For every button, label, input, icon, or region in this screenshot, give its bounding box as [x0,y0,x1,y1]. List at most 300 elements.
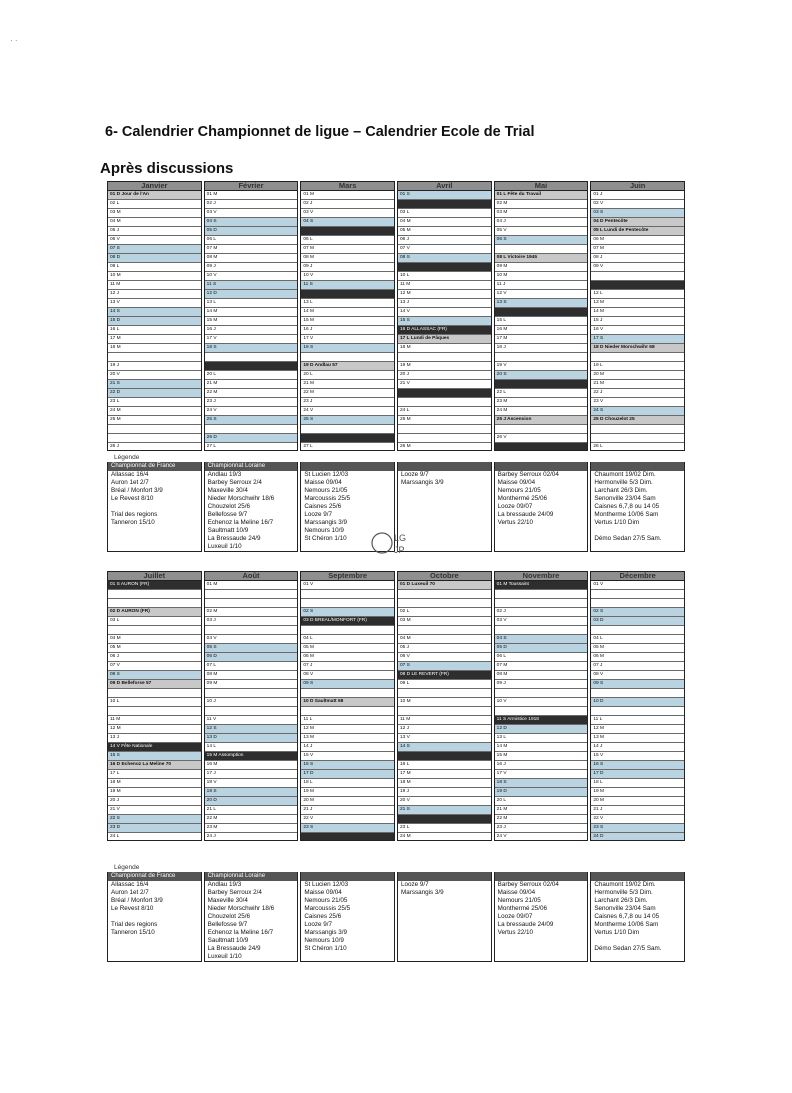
day-row: 26 J [108,443,201,451]
day-row: 12 M [301,725,394,734]
day-row: 21 V [108,806,201,815]
legend-item: Auron 1et 2/7 [111,889,149,896]
day-row: 26 L [591,443,684,451]
month-header: Novembre [495,572,588,581]
day-row: 24 M [495,407,588,416]
day-row: 03 V [301,209,394,218]
day-row: 23 M [495,398,588,407]
legend-item: Monthermé 25/06 [497,495,548,502]
day-row: 10 V [205,272,298,281]
day-row: 12 S [205,725,298,734]
day-row: 15 J [591,317,684,326]
spacer-row [591,272,684,281]
legend-column [397,872,492,962]
day-row: 11 S Armistice 1918 [495,716,588,725]
legend-item: Larchant 26/3 Dim. [594,897,648,904]
day-row: 08 D LE REVERT (FR) [398,671,491,680]
day-row: 06 V [108,236,201,245]
legend-item: Caisnes 25/6 [304,913,342,920]
spacer-row [205,425,298,434]
day-row: 20 M [591,797,684,806]
spacer-row [398,689,491,698]
month-fevrier [204,181,299,451]
day-row: 01 V [591,581,684,590]
day-row: 01 M Toussaint [495,581,588,590]
legend-item: Nemours 21/05 [304,487,348,494]
spacer-row [591,626,684,635]
month-header: Mai [495,182,588,191]
day-row: 08 M [495,671,588,680]
spacer-row [301,689,394,698]
spacer-row [398,599,491,608]
day-row: 06 L [301,236,394,245]
day-row: 01 M [301,191,394,200]
legend-item: Nemours 10/9 [304,527,344,534]
legend-item: Nemours 21/05 [304,897,348,904]
legend-item: Hermonville 5/3 Dim. [594,889,653,896]
day-row: 05 J [398,644,491,653]
month-header: Septembre [301,572,394,581]
day-row: 08 J [591,254,684,263]
stamp-text-jp: JP [394,545,405,555]
day-row: 17 J [205,770,298,779]
day-row: 22 L [495,389,588,398]
legend-item: Bellefosse 9/7 [207,921,248,928]
day-row [398,752,491,761]
legend-item: La Bressaude 24/9 [207,535,261,542]
spacer-row [301,425,394,434]
month-decembre [590,571,685,841]
legend-header [398,872,491,881]
day-row: 07 J [591,662,684,671]
legend-item: Vertus 22/10 [497,519,534,526]
day-row: 22 V [301,815,394,824]
spacer-row [108,689,201,698]
legend-item: Senonville 23/04 Sam [594,495,656,502]
day-row: 14 M [301,308,394,317]
spacer-row [591,353,684,362]
day-row [205,362,298,371]
day-row [398,389,491,398]
day-row: 09 M [205,680,298,689]
day-row: 12 J [398,725,491,734]
day-row: 01 J [591,191,684,200]
day-row: 02 S [591,608,684,617]
day-row: 06 L [205,236,298,245]
day-row: 03 L [398,209,491,218]
day-row: 14 J [301,743,394,752]
day-row: 01 D Luxeuil 70 [398,581,491,590]
day-row: 01 M [205,581,298,590]
legend-header: Championnat de France [108,872,201,881]
legend-item: Montherme 10/06 Sam [594,511,659,518]
day-row: 16 J [205,326,298,335]
day-row: 02 L [398,608,491,617]
day-row: 21 L [205,806,298,815]
day-row: 07 M [591,245,684,254]
spacer-row [205,353,298,362]
day-row: 25 M [108,416,201,425]
day-row: 15 S [398,317,491,326]
day-row: 08 S [108,671,201,680]
day-row: 04 L [591,635,684,644]
day-row: 12 V [495,290,588,299]
legend-item: Marssangis 3/9 [400,889,444,896]
day-row: 18 D Nieder Morschwihr 68 [591,344,684,353]
day-row: 01 L Fête du Travail [495,191,588,200]
legend-item: Looze 9/7 [400,881,429,888]
legend-item: Echenoz la Meline 16/7 [207,929,274,936]
day-row: 16 M [205,761,298,770]
day-row: 05 L Lundi de Pentecôte [591,227,684,236]
day-row: 11 V [205,716,298,725]
day-row: 07 J [301,662,394,671]
day-row: 18 M [108,344,201,353]
day-row: 20 M [301,797,394,806]
spacer-row [205,599,298,608]
day-row: 24 D [591,833,684,841]
day-row: 08 L Victoire 1945 [495,254,588,263]
legend-item: Echenoz la Meline 16/7 [207,519,274,526]
day-row: 06 D [205,653,298,662]
day-row: 17 L Lundi de Pâques [398,335,491,344]
month-header: Février [205,182,298,191]
day-row: 23 D [108,824,201,833]
legend-item: Démo Sedan 27/5 Sam. [594,535,662,542]
day-row: 11 M [108,281,201,290]
day-row: 03 J [205,617,298,626]
legend-item: Vertus 22/10 [497,929,534,936]
spacer-row [301,599,394,608]
day-row: 02 M [205,608,298,617]
legend-label-top: Légende [114,454,140,461]
legend-item: Marcoussis 25/5 [304,905,351,912]
day-row: 13 V [398,734,491,743]
day-row: 25 J Ascension [495,416,588,425]
day-row: 23 L [398,824,491,833]
day-row: 18 M [108,779,201,788]
day-row: 07 S [108,245,201,254]
day-row: 10 D [591,698,684,707]
day-row: 01 S [398,191,491,200]
day-row: 16 S [301,761,394,770]
day-row: 25 D Chouzelot 25 [591,416,684,425]
day-row: 21 J [591,806,684,815]
legend-item [591,937,684,945]
day-row: 22 M [205,815,298,824]
month-juillet [107,571,202,841]
legend-item: La bressaude 24/09 [497,921,554,928]
day-row: 02 M [495,200,588,209]
legend-item: Barbey Serroux 02/04 [497,471,559,478]
legend-item: Caisnes 6,7,8 ou 14 05 [594,913,660,920]
legend-item: Bréal / Monfort 3/9 [111,487,163,494]
day-row: 22 J [591,389,684,398]
day-row: 14 V [398,308,491,317]
legend-item: Tanneron 15/10 [111,929,155,936]
legend-item [591,527,684,535]
day-row: 13 L [205,299,298,308]
legend-item: Nemours 21/05 [497,897,541,904]
day-row: 20 L [301,371,394,380]
day-row [398,200,491,209]
day-row: 11 M [398,281,491,290]
day-row: 09 S [591,680,684,689]
day-row: 06 J [108,653,201,662]
spacer-row [205,590,298,599]
legend-header [495,872,588,881]
spacer-row [108,707,201,716]
legend-item: Barbey Serroux 2/4 [207,479,262,486]
legend-item: Maisse 09/04 [304,889,342,896]
spacer-row [398,707,491,716]
spacer-row [205,689,298,698]
day-row: 13 M [591,734,684,743]
scan-speck: · · [10,36,18,45]
day-row: 22 V [591,815,684,824]
day-row: 07 V [108,662,201,671]
day-row: 07 M [205,245,298,254]
day-row: 08 S [398,254,491,263]
day-row [301,227,394,236]
day-row: 23 V [591,398,684,407]
day-row: 16 M [495,326,588,335]
day-row: 09 L [398,680,491,689]
day-row: 10 M [108,272,201,281]
month-aout [204,571,299,841]
day-row: 19 L [591,362,684,371]
day-row: 17 V [301,335,394,344]
day-row: 02 D AURON (FR) [108,608,201,617]
day-row: 04 L [301,635,394,644]
calendar-first-half [107,181,685,451]
legend-item: Chaumont 19/02 Dim. [594,471,656,478]
day-row: 08 D [108,254,201,263]
day-row: 17 V [495,770,588,779]
legend-item: Vertus 1/10 Dim [594,519,640,526]
day-row: 21 M [301,380,394,389]
day-row: 04 M [108,635,201,644]
day-row: 05 D [495,644,588,653]
day-row: 25 S [301,416,394,425]
day-row: 02 J [205,200,298,209]
spacer-row [495,425,588,434]
legend-header [301,872,394,881]
day-row: 09 M [495,263,588,272]
day-row: 20 V [398,797,491,806]
legend-item: Marssangis 3/9 [304,929,348,936]
day-row: 13 S [495,299,588,308]
legend-header: Championnat de France [108,462,201,471]
spacer-row [591,590,684,599]
day-row: 20 M [591,371,684,380]
legend-column [107,462,202,552]
day-row: 03 L [108,617,201,626]
day-row: 22 S [108,815,201,824]
day-row: 05 M [591,644,684,653]
spacer-row [108,353,201,362]
legend-item: Maxeville 30/4 [207,897,248,904]
day-row: 19 D Andlau 57 [301,362,394,371]
legend-column [107,872,202,962]
day-row [398,815,491,824]
day-row: 22 D [108,389,201,398]
month-septembre [300,571,395,841]
day-row: 03 M [495,209,588,218]
day-row: 18 S [301,344,394,353]
spacer-row [398,353,491,362]
day-row: 03 M [108,209,201,218]
month-header: Avril [398,182,491,191]
spacer-row [301,353,394,362]
day-row: 08 V [301,671,394,680]
day-row: 05 D [205,227,298,236]
month-octobre [397,571,492,841]
legend-item: Marcoussis 25/5 [304,495,351,502]
legend-header: Championnat Loraine [205,872,298,881]
day-row: 11 J [495,281,588,290]
spacer-row [301,590,394,599]
day-row: 19 D [495,788,588,797]
spacer-row [301,707,394,716]
spacer-row [495,707,588,716]
legend-item: Bréal / Monfort 3/9 [111,897,163,904]
day-row: 10 L [398,272,491,281]
legend-item: Trial des regions [111,511,158,518]
legend-item: Nemours 21/05 [497,487,541,494]
day-row: 15 M [301,317,394,326]
legend-item: Hermonville 5/3 Dim. [594,479,653,486]
day-row: 19 M [301,788,394,797]
day-row: 10 D Saultmatt 68 [301,698,394,707]
legend-column [494,872,589,962]
legend-item: Andlau 19/3 [207,471,242,478]
day-row: 04 S [205,218,298,227]
day-row: 21 V [398,380,491,389]
spacer-row [205,707,298,716]
day-row: 16 J [495,761,588,770]
day-row: 11 L [591,716,684,725]
day-row: 04 M [398,218,491,227]
day-row: 17 S [591,335,684,344]
day-row: 18 M [398,779,491,788]
day-row: 24 M [398,833,491,841]
day-row: 17 V [205,335,298,344]
day-row: 02 J [495,608,588,617]
day-row: 14 M [205,308,298,317]
day-row: 10 J [205,698,298,707]
day-row: 16 D Echenoz La Meline 70 [108,761,201,770]
day-row [398,263,491,272]
spacer-row [591,425,684,434]
day-row: 04 S [301,218,394,227]
day-row [301,833,394,841]
day-row: 15 M [205,317,298,326]
day-row: 06 M [301,653,394,662]
day-row: 08 V [591,671,684,680]
day-row: 10 V [301,272,394,281]
day-row: 20 S [495,371,588,380]
legend-item: Looze 9/7 [400,471,429,478]
legend-column [590,872,685,962]
day-row: 15 S [108,752,201,761]
day-row: 26 V [495,434,588,443]
legend-item: Auron 1et 2/7 [111,479,149,486]
legend-header [301,462,394,471]
day-row: 06 M [591,236,684,245]
legend-item: Monthermé 25/06 [497,905,548,912]
day-row: 11 S [205,281,298,290]
spacer-row [495,590,588,599]
day-row: 26 D [205,434,298,443]
spacer-row [205,626,298,635]
legend-item: Allassac 16/4 [111,471,149,478]
day-row: 09 J [205,263,298,272]
legend-item: Nieder Morschwihr 18/6 [207,495,275,502]
day-row: 14 M [495,743,588,752]
day-row: 08 M [205,671,298,680]
day-row: 24 M [108,407,201,416]
section-title: Après discussions [100,160,234,177]
day-row: 24 L [108,833,201,841]
day-row: 20 J [398,371,491,380]
month-header: Août [205,572,298,581]
day-row: 19 J [108,362,201,371]
day-row: 01 V [301,581,394,590]
day-row: 12 D [495,725,588,734]
month-header: Mars [301,182,394,191]
legend-item: Looze 09/07 [497,913,533,920]
day-row: 17 M [398,770,491,779]
day-row: 03 V [205,209,298,218]
day-row: 05 S [205,644,298,653]
day-row: 11 M [108,716,201,725]
legend-item: Chaumont 19/02 Dim. [594,881,656,888]
legend-item: Maisse 09/04 [497,889,536,896]
spacer-row [301,626,394,635]
day-row [495,380,588,389]
day-row: 15 D [108,317,201,326]
legend-item: Nemours 10/9 [304,937,344,944]
spacer-row [495,245,588,254]
day-row: 18 M [398,344,491,353]
legend-item: Vertus 1/10 Dim [594,929,640,936]
day-row: 22 M [205,389,298,398]
legend-item [108,913,201,921]
day-row: 12 D [205,290,298,299]
day-row: 03 S [591,209,684,218]
day-row [495,443,588,451]
day-row: 14 S [398,743,491,752]
day-row: 12 M [398,290,491,299]
legend-item: St Chéron 1/10 [304,945,347,952]
legend-item: Barbey Serroux 2/4 [207,889,262,896]
spacer-row [495,689,588,698]
spacer-row [591,599,684,608]
month-mars [300,181,395,451]
legend-item: St Lucien 12/03 [304,881,349,888]
legend-item: Bellefosse 9/7 [207,511,248,518]
day-row: 21 M [205,380,298,389]
legend-column [204,872,299,962]
day-row: 16 S [591,761,684,770]
day-row: 13 J [398,299,491,308]
day-row: 03 V [495,617,588,626]
day-row: 12 L [591,290,684,299]
spacer-row [108,434,201,443]
day-row: 12 M [108,725,201,734]
day-row: 18 J [495,344,588,353]
